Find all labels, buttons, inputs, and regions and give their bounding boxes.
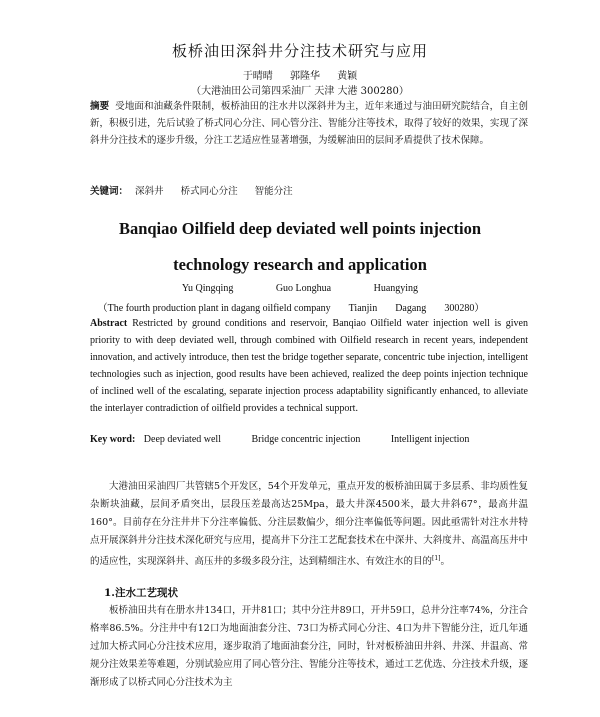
section-heading: 1.注水工艺现状 [104,587,178,599]
en-keyword: Deep deviated well [143,434,221,445]
cn-abstract [90,98,528,149]
cn-authors [0,67,600,82]
cn-affiliation: （大港油田公司第四采油厂 天津 大港 300280） [191,86,409,97]
citation-ref: [1] [432,555,441,562]
body-paragraph-intro [90,478,528,571]
en-keyword: Bridge concentric injection [251,434,361,445]
en-affiliation-org: （The fourth production plant in dagang oilfield company [97,303,331,314]
cn-keyword: 深斜井 [135,186,164,197]
en-author: Guo Longhua [275,283,332,294]
en-keywords-label: Key word: [90,434,136,445]
en-abstract-label: Abstract [90,318,128,329]
body-paragraph-status: 板桥油田共有在册水井134口，开井81口；其中分注井89口，开井59口，总井分注率74%，分注合格率86.5%。分注井中有12口为地面油套分注、73口为桥式同心分注、4口为井下智能分注，近几年通过加大桥式同心分注技术应用，逐步取消了地面油套分注，同时，针对板桥油田井斜、井深、井温高、常规分注效果差等难题，分别试验应用了同心管分注、智能分注等技术，通过工艺优选、分注技术升级，逐渐形成了以桥式同心分注技术为主 [90,605,528,688]
cn-keyword: 桥式同心分注 [180,186,238,197]
en-affiliation-postcode: 300280） [444,303,485,314]
cn-keywords-label: 关键词： [90,186,129,197]
cn-title: 板桥油田深斜井分注技术研究与应用 [171,42,428,60]
cn-author: 于晴晴 [242,71,273,82]
en-affiliation-district: Dagang [395,303,427,314]
en-keyword: Intelligent injection [390,434,470,445]
cn-keywords [90,183,307,197]
en-abstract-text: Restricted by ground conditions and reservoir, Banqiao Oilfield water injection well is given priority to with deep deviated well, through combined with Oilfield research in recent years, independent innovation, and actively introduce, then test the bridge together separate, concentric tube injection, intelligent technologies such as injection, good results have been achieved, realized the deep points injection technique of inclined well of the escalating, separate injection process adaptability significantly enhanced, to alleviate the interlayer contradiction of oilfield provides a technical support. [90,318,528,414]
en-author: Huangying [373,283,419,294]
cn-author: 黄颖 [337,71,358,82]
body-paragraph-text: 大港油田采油四厂共管辖5个开发区，54个开发单元，重点开发的板桥油田属于多层系、非均质性复杂断块油藏，层间矛盾突出，层段压差最高达25Mpa，最大井深4500米，最大井斜67°，最高井温160°。目前存在分注井井下分注率偏低、分注层数偏少，细分注率偏低等问题。因此亟需针对注水井特点开展深斜井分注技术深化研究与应用，提高井下分注工艺配套技术在中深井、大斜度井、高温高压井中的适应性，实现深斜井、高压井的多级多段分注，达到精细注水、有效注水的目的 [90,481,528,568]
en-authors [0,283,600,294]
en-title-line1: Banqiao Oilfield deep deviated well points injection [118,219,482,238]
en-title-line2: technology research and application [173,255,427,274]
en-author: Yu Qingqing [181,283,234,294]
cn-abstract-text: 受地面和油藏条件限制，板桥油田的注水井以深斜井为主，近年来通过与油田研究院结合，自主创新，积极引进，先后试验了桥式同心分注、同心管分注、智能分注等技术，取得了较好的效果，实现了深斜井分注技术的逐步升级，分注工艺适应性显著增强，为缓解油田的层间矛盾提供了技术保障。 [90,101,528,146]
en-abstract [90,315,528,417]
body-paragraph-end: 。 [440,556,451,568]
en-affiliation-city: Tianjin [348,303,378,314]
en-keywords [90,434,497,445]
cn-keyword: 智能分注 [254,186,293,197]
cn-author: 郭隆华 [290,71,320,82]
cn-abstract-label: 摘要 [90,101,110,112]
en-affiliation [0,299,600,314]
